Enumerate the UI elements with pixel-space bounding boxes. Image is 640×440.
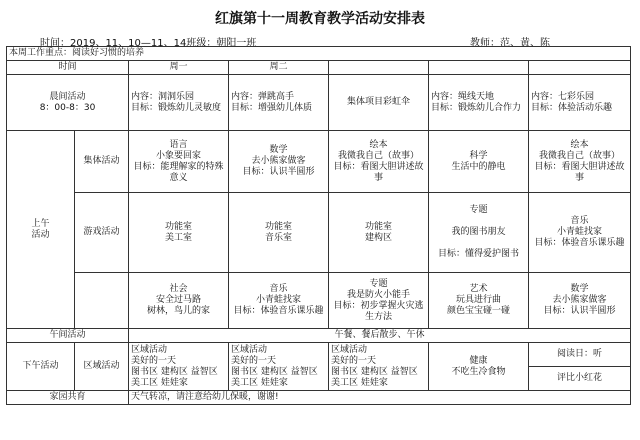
morning-mon: 内容：洞洞乐园 目标：锻炼幼儿灵敏度: [129, 75, 229, 131]
group-activity-row: [7, 131, 631, 193]
third-activity-label: [75, 273, 129, 329]
family-content: 天气转凉，请注意给幼儿保暖，谢谢!: [129, 391, 631, 405]
third-thu: 艺术 玩具进行曲 颜色宝宝碰一碰: [429, 273, 529, 329]
focus-cell: 本周工作重点：阅读好习惯的培养: [7, 47, 631, 61]
third-tue: 音乐 小青蛙找家 目标：体验音乐课乐趣: [229, 273, 329, 329]
pm-thu: 健康 不吃生冷食物: [429, 343, 529, 391]
family-row: [7, 391, 631, 405]
group-activity-label: 集体活动: [75, 131, 129, 193]
header-row: [7, 61, 631, 75]
morning-tue: 内容：弹跳高手 目标：增强幼儿体质: [229, 75, 329, 131]
col-thu: [429, 61, 529, 75]
game-wed: 功能室 建构区: [329, 193, 429, 273]
col-time: 时间: [7, 61, 129, 75]
game-mon: 功能室 美工室: [129, 193, 229, 273]
morning-fri: 内容：七彩乐园 目标：体验活动乐趣: [529, 75, 631, 131]
pm-tue: 区域活动 美好的一天 图书区 建构区 益智区 美工区 娃娃家: [229, 343, 329, 391]
teachers-info: 教师：范、黄、陈: [470, 38, 550, 49]
third-wed: 专题 我是防火小能手 目标：初步掌握火灾逃生方法: [329, 273, 429, 329]
noon-label: 午间活动: [7, 329, 129, 343]
third-activity-row: [7, 273, 631, 329]
family-label: 家园共育: [7, 391, 129, 405]
group-mon: 语言 小象要回家 目标：能理解家的特殊意义: [129, 131, 229, 193]
morning-wed: 集体项目彩虹伞: [329, 75, 429, 131]
col-fri: [529, 61, 631, 75]
third-mon: 社会 安全过马路 树林，鸟儿的家: [129, 273, 229, 329]
morning-time: 8：00-8：30: [39, 102, 96, 113]
am-label: 上午 活动: [7, 131, 75, 329]
morning-label: 晨间活动: [49, 91, 86, 102]
game-tue: 功能室 音乐室: [229, 193, 329, 273]
morning-thu: 内容：绳线天地 目标：锻炼幼儿合作力: [429, 75, 529, 131]
group-thu: 科学 生活中的静电: [429, 131, 529, 193]
col-tue: 周二: [229, 61, 329, 75]
time-class-info: 时间：2019、11、10—11、14班级：朝阳一班: [40, 38, 257, 49]
morning-label-cell: [7, 75, 129, 131]
group-wed: 绘本 我微我自己（故事） 目标：看图大胆讲述故事: [329, 131, 429, 193]
game-activity-label: 游戏活动: [75, 193, 129, 273]
game-fri: 音乐 小青蛙找家 目标：体验音乐课乐趣: [529, 193, 631, 273]
pm-fri-reading: 阅读日：听: [529, 343, 631, 367]
schedule-table: [6, 46, 631, 405]
page-title: 红旗第十一周教育教学活动安排表: [215, 11, 425, 27]
morning-row: [7, 75, 631, 131]
pm-mon: 区域活动 美好的一天 图书区 建构区 益智区 美工区 娃娃家: [129, 343, 229, 391]
col-mon: 周一: [129, 61, 229, 75]
third-fri: 数学 去小熊家做客 目标：认识半圆形: [529, 273, 631, 329]
col-wed: [329, 61, 429, 75]
game-thu: 专题 我的图书朋友 目标：懂得爱护图书: [429, 193, 529, 273]
noon-content: 午餐、餐后散步、午休: [129, 329, 631, 343]
group-fri: 绘本 我微我自己（故事） 目标：看图大胆讲述故事: [529, 131, 631, 193]
group-tue: 数学 去小熊家做客 目标：认识半圆形: [229, 131, 329, 193]
pm-fri-award: 评比小红花: [529, 367, 631, 391]
pm-sub-label: 区域活动: [75, 343, 129, 391]
noon-row: [7, 329, 631, 343]
pm-wed: 区域活动 美好的一天 图书区 建构区 益智区 美工区 娃娃家: [329, 343, 429, 391]
pm-label: 下午活动: [7, 343, 75, 391]
pm-row-a: [7, 343, 631, 367]
game-activity-row: [7, 193, 631, 273]
focus-row: [7, 47, 631, 61]
